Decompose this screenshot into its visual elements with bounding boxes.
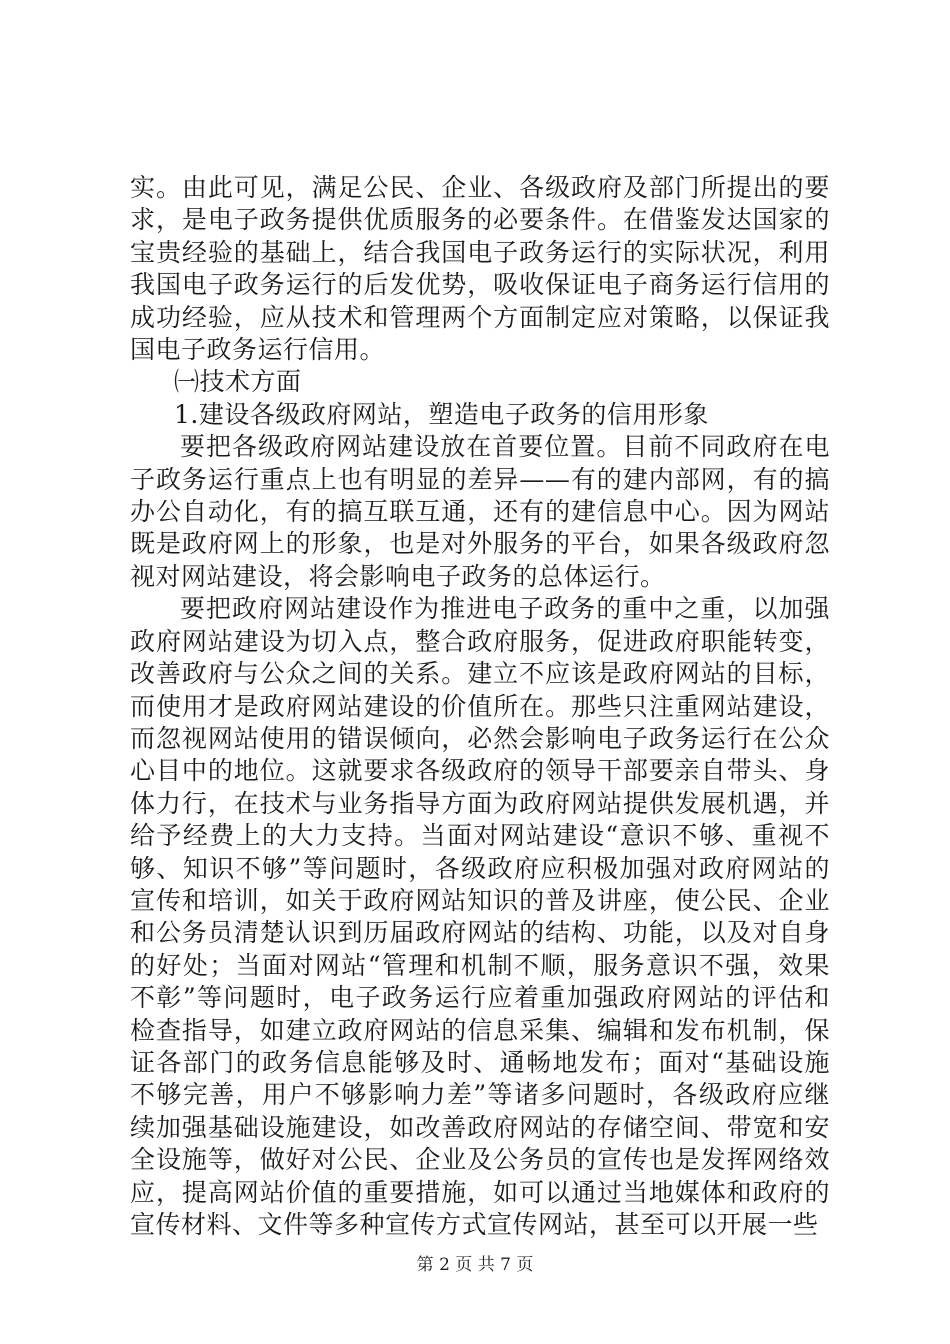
paragraph-continuation: 实。由此可见，满足公民、企业、各级政府及部门所提出的要求，是电子政务提供优质服务的必要条件。在借鉴发达国家的宝贵经验的基础上，结合我国电子政务运行的实际状况，利用我国电子政务运行的后发优势，吸收保证电子商务运行信用的成功经验，应从技术和管理两个方面制定应对策略，以保证我国电子政务运行信用。 [130, 173, 830, 365]
page-number-label: 第 2 页 共 7 页 [416, 1255, 534, 1275]
document-body [130, 172, 830, 1241]
section-heading: ㈠技术方面 [174, 367, 302, 397]
paragraph-website-core: 要把政府网站建设作为推进电子政务的重中之重，以加强政府网站建设为切入点，整合政府服务，促进政府职能转变，改善政府与公众之间的关系。建立不应该是政府网站的目标，而使用才是政府网站建设的价值所在。那些只注重网站建设，而忽视网站使用的错误倾向，必然会影响电子政务运行在公众心目中的地位。这就要求各级政府的领导干部要亲自带头、身体力行，在技术与业务指导方面为政府网站提供发展机遇，并给予经费上的大力支持。当面对网站建设“意识不够、重视不够、知识不够”等问题时，各级政府应积极加强对政府网站的宣传和培训，如关于政府网站知识的普及讲座，使公民、企业和公务员清楚认识到历届政府网站的结构、功能，以及对自身的好处；当面对网站“管理和机制不顺，服务意识不强，效果不彰”等问题时，电子政务运行应着重加强政府网站的评估和检查指导，如建立政府网站的信息采集、编辑和发布机制，保证各部门的政务信息能够及时、通畅地发布；面对“基础设施不够完善，用户不够影响力差”等诸多问题时，各级政府应继续加强基础设施建设，如改善政府网站的存储空间、带宽和安全设施等，做好对公民、企业及公务员的宣传也是发挥网络效应，提高网站价值的重要措施，如可以通过当地媒体和政府的宣传材料、文件等多种宣传方式宣传网站，甚至可以开展一些 [130, 594, 830, 1239]
paragraph-website-priority: 要把各级政府网站建设放在首要位置。目前不同政府在电子政务运行重点上也有明显的差异——有的建内部网，有的搞办公自动化，有的搞互联互通，还有的建信息中心。因为网站既是政府网上的形象，也是对外服务的平台，如果各级政府忽视对网站建设，将会影响电子政务的总体运行。 [130, 432, 830, 591]
page-footer [0, 1250, 950, 1275]
sub-heading: 1.建设各级政府网站，塑造电子政务的信用形象 [174, 399, 709, 429]
